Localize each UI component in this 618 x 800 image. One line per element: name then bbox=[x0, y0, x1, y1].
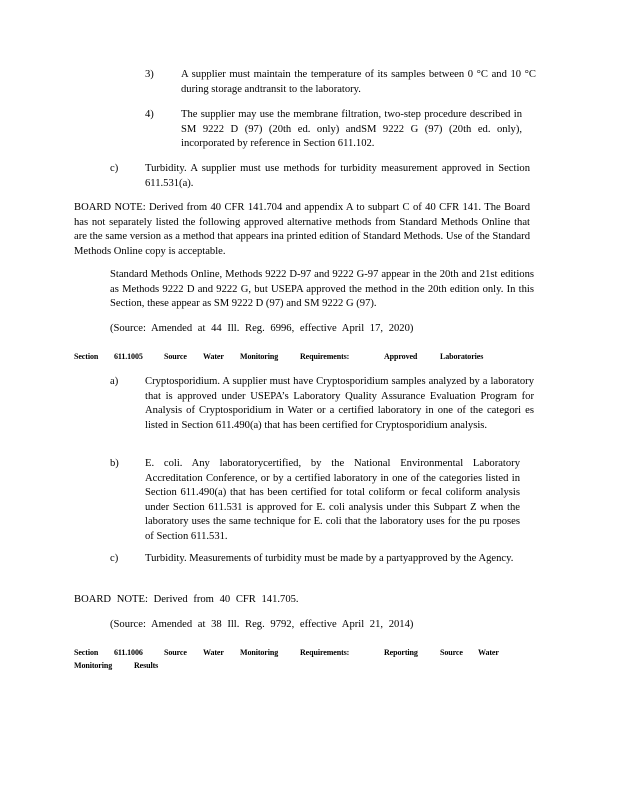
board-note: BOARD NOTE: Derived from 40 CFR 141.704 and appendix A to subpart C of 40 CFR 141. The Board has not separately listed the following approved alternative methods from Standard Methods Online that are the same version as a method that appears ina printed edition of Standard Methods. Use of the Standard Methods Online copy is acceptable. bbox=[74, 202, 530, 257]
item-text: Turbidity. A supplier must use methods for turbidity measurement approved in Section 611.531(a). bbox=[145, 163, 530, 189]
section-number: 611.1006 bbox=[114, 648, 143, 657]
item-text: Cryptosporidium. A supplier must have Cryptosporidium samples analyzed by a laboratory that is approved under USEPA’s Laboratory Quality Assurance Evaluation Program for Analysis of Cryptosporidium in Water or a certified laboratory in one of the categori es listed in Section 611.490(a) that has been certified for Cryptosporidium analysis. bbox=[145, 376, 534, 431]
section-title-word: Laboratories bbox=[440, 352, 484, 361]
section-title-word: Monitoring bbox=[240, 352, 279, 361]
section-word: Section bbox=[74, 648, 99, 657]
item-text: A supplier must maintain the temperature of its samples between 0 °C and 10 °C during storage andtransit to the laboratory. bbox=[181, 69, 536, 95]
section-title-word: Water bbox=[203, 352, 224, 361]
item-number: c) bbox=[110, 553, 119, 564]
section-title-word: Reporting bbox=[384, 648, 418, 657]
item-text: The supplier may use the membrane filtration, two-step procedure described in SM 9222 D (97) (20th ed. only) andSM 9222 G (97) (20th ed. only), incorporated by reference in Section 611.102. bbox=[181, 109, 522, 150]
source-note: (Source: Amended at 38 Ill. Reg. 9792, effective April 21, 2014) bbox=[110, 619, 414, 630]
item-number: c) bbox=[110, 163, 119, 174]
standard-methods-paragraph: Standard Methods Online, Methods 9222 D-97 and 9222 G-97 appear in the 20th and 21st editions as Methods 9222 D and 9222 G, but USEPA approved the method in the 20th edition only. In this Section, these appear as SM 9222 D (97) and SM 9222 G (97). bbox=[110, 269, 534, 310]
section-title-word: Monitoring bbox=[240, 648, 279, 657]
item-text: Turbidity. Measurements of turbidity must be made by a partyapproved by the Agency. bbox=[145, 553, 514, 564]
section-title-word: Results bbox=[134, 661, 159, 670]
section-number: 611.1005 bbox=[114, 352, 143, 361]
section-title-word: Water bbox=[203, 648, 224, 657]
section-heading-611-1006 bbox=[74, 647, 534, 671]
section-word: Section bbox=[74, 352, 99, 361]
item-number: b) bbox=[110, 458, 119, 469]
section-title-word: Monitoring bbox=[74, 661, 113, 670]
section-title-word: Source bbox=[440, 648, 463, 657]
item-number: 4) bbox=[145, 109, 154, 120]
section-title-word: Water bbox=[478, 648, 499, 657]
item-number: 3) bbox=[145, 69, 154, 80]
section-title-word: Source bbox=[164, 352, 187, 361]
item-number: a) bbox=[110, 376, 119, 387]
section-title-word: Requirements: bbox=[300, 648, 350, 657]
section-title-word: Source bbox=[164, 648, 187, 657]
section-title-word: Approved bbox=[384, 352, 418, 361]
item-text: E. coli. Any laboratorycertified, by the National Environmental Laboratory Accreditation Conference, or by a certified laboratory in one of the categories listed in Section 611.490(a) that has been certified for total coliform or fecal coliform analysis under Section 611.531 is approved for E. coli analysis under this Subpart Z when the laboratory uses the same technique for E. coli that the laboratory uses for the pu rposes of Section 611.531. bbox=[145, 458, 520, 542]
section-title-word: Requirements: bbox=[300, 352, 350, 361]
board-note: BOARD NOTE: Derived from 40 CFR 141.705. bbox=[74, 594, 299, 605]
source-note: (Source: Amended at 44 Ill. Reg. 6996, effective April 17, 2020) bbox=[110, 323, 414, 334]
